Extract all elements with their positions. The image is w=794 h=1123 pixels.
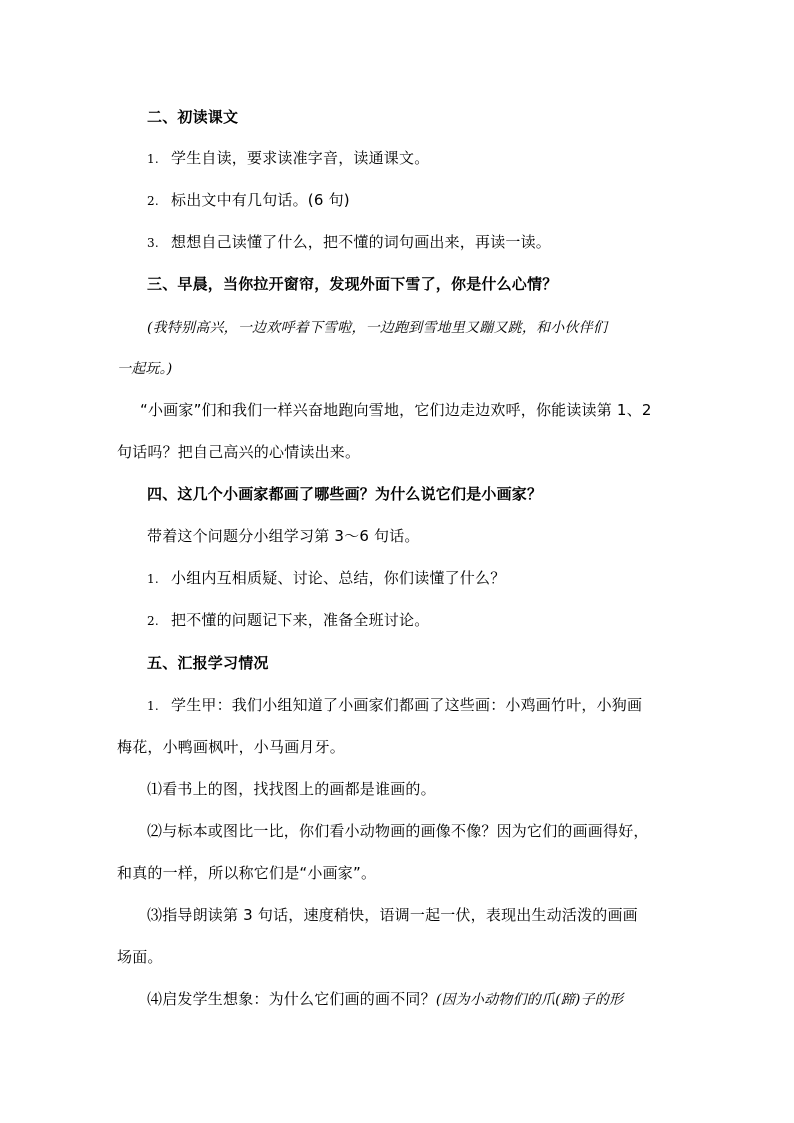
- section-heading-5: 五、汇报学习情况: [147, 654, 269, 672]
- sub-item: ⑵与标本或图比一比，你们看小动物画的画像不像？因为它们的画画得好，: [147, 822, 649, 840]
- list-item: [147, 232, 551, 253]
- paragraph-line: 句话吗？把自己高兴的心情读出来。: [117, 443, 361, 461]
- section-heading-4: 四、这几个小画家都画了哪些画？为什么说它们是小画家？: [147, 485, 543, 503]
- paragraph-line: 带着这个问题分小组学习第 3～6 句话。: [147, 527, 420, 545]
- paragraph-line: “小画家”们和我们一样兴奋地跑向雪地，它们边走边欢呼，你能读读第 1、2: [140, 401, 652, 419]
- list-text: 学生自读，要求读准字音，读通课文。: [171, 149, 430, 167]
- section-heading-2: 二、初读课文: [147, 108, 239, 126]
- sub-item: [147, 989, 623, 1010]
- list-text: 标出文中有几句话。(6 句): [171, 191, 350, 209]
- list-number: 1.: [147, 152, 159, 166]
- sub-item-answer: (因为小动物们的爪(蹄)子的形: [435, 992, 624, 1008]
- list-text: 学生甲：我们小组知道了小画家们都画了这些画：小鸡画竹叶，小狗画: [171, 696, 643, 714]
- sub-item: ⑶指导朗读第 3 句话，速度稍快，语调一起一伏，表现出生动活泼的画画: [147, 906, 638, 924]
- list-text: 小组内互相质疑、讨论、总结，你们读懂了什么？: [171, 569, 506, 587]
- section-heading-3: 三、早晨，当你拉开窗帘，发现外面下雪了，你是什么心情？: [147, 275, 558, 293]
- paragraph-line: 梅花，小鸭画枫叶，小马画月牙。: [117, 738, 346, 756]
- paragraph-line: 一起玩。): [117, 361, 173, 377]
- sub-item-text: ⑷启发学生想象：为什么它们画的画不同？: [147, 990, 436, 1008]
- list-item: [147, 148, 429, 169]
- paragraph-line: (我特别高兴，一边欢呼着下雪啦，一边跑到雪地里又蹦又跳，和小伙伴们: [147, 320, 608, 336]
- list-number: 1.: [147, 699, 159, 713]
- list-text: 想想自己读懂了什么，把不懂的词句画出来，再读一读。: [171, 233, 552, 251]
- list-item: [147, 695, 642, 716]
- paragraph-line: 场面。: [117, 948, 163, 966]
- list-number: 3.: [147, 236, 159, 250]
- list-number: 1.: [147, 572, 159, 586]
- paragraph-line: 和真的一样，所以称它们是“小画家”。: [117, 864, 377, 882]
- list-text: 把不懂的问题记下来，准备全班讨论。: [171, 611, 430, 629]
- list-number: 2.: [147, 614, 159, 628]
- list-item: [147, 190, 350, 211]
- list-item: [147, 610, 429, 631]
- list-number: 2.: [147, 194, 159, 208]
- list-item: [147, 568, 505, 589]
- sub-item: ⑴看书上的图，找找图上的画都是谁画的。: [147, 780, 436, 798]
